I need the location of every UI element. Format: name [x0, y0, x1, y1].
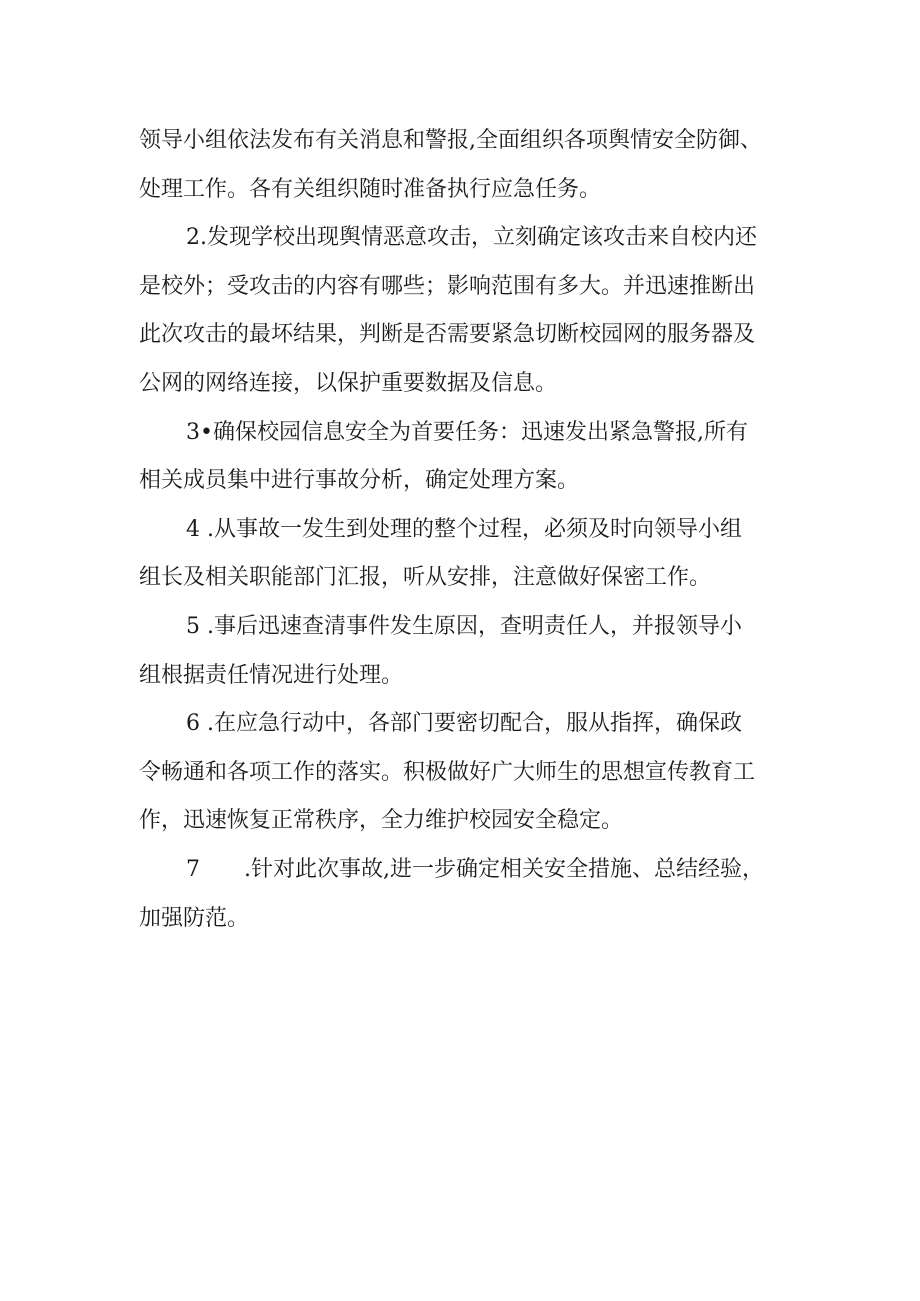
paragraph-2-line-4: 公网的网络连接，以保护重要数据及信息。 — [139, 370, 558, 396]
paragraph-5-line-2: 组根据责任情况进行处理。 — [139, 662, 404, 688]
paragraph-3-line-2: 相关成员集中进行事故分析，确定处理方案。 — [139, 468, 580, 494]
paragraph-2-line-2: 是校外；受攻击的内容有哪些；影响范围有多大。并迅速推断出 — [139, 273, 756, 299]
paragraph-7-line-2: 加强防范。 — [139, 905, 250, 931]
paragraph-1-line-1: 领导小组依法发布有关消息和警报,全面组织各项舆情安全防御、 — [139, 128, 762, 153]
paragraph-6-line-3: 作，迅速恢复正常秩序，全力维护校园安全稳定。 — [139, 808, 624, 834]
paragraph-6-line-2: 令畅通和各项工作的落实。积极做好广大师生的思想宣传教育工 — [139, 759, 756, 785]
paragraph-7-line-1-text: .针对此次事故,进一步确定相关安全措施、总结经验， — [244, 856, 764, 882]
paragraph-4-line-2: 组长及相关职能部门汇报，听从安排，注意做好保密工作。 — [139, 565, 712, 591]
paragraph-7-line-1 — [139, 846, 811, 895]
document-body — [139, 117, 811, 943]
paragraph-4-line-1: 4 .从事故一发生到处理的整个过程，必须及时向领导小组 — [186, 516, 742, 542]
paragraph-2-line-3: 此次攻击的最坏结果，判断是否需要紧急切断校园网的服务器及 — [139, 322, 756, 348]
paragraph-7-number: 7 — [186, 856, 200, 882]
paragraph-6-line-1: 6 .在应急行动中，各部门要密切配合，服从指挥，确保政 — [186, 711, 742, 737]
paragraph-3-line-1: 3•确保校园信息安全为首要任务：迅速发出紧急警报,所有 — [186, 419, 748, 445]
paragraph-2-line-1: 2.发现学校出现舆情恶意攻击，立刻确定该攻击来自校内还 — [186, 225, 757, 251]
paragraph-1-line-2: 处理工作。各有关组织随时准备执行应急任务。 — [139, 176, 602, 202]
paragraph-5-line-1: 5 .事后迅速查清事件发生原因，查明责任人，并报领导小 — [186, 613, 742, 639]
